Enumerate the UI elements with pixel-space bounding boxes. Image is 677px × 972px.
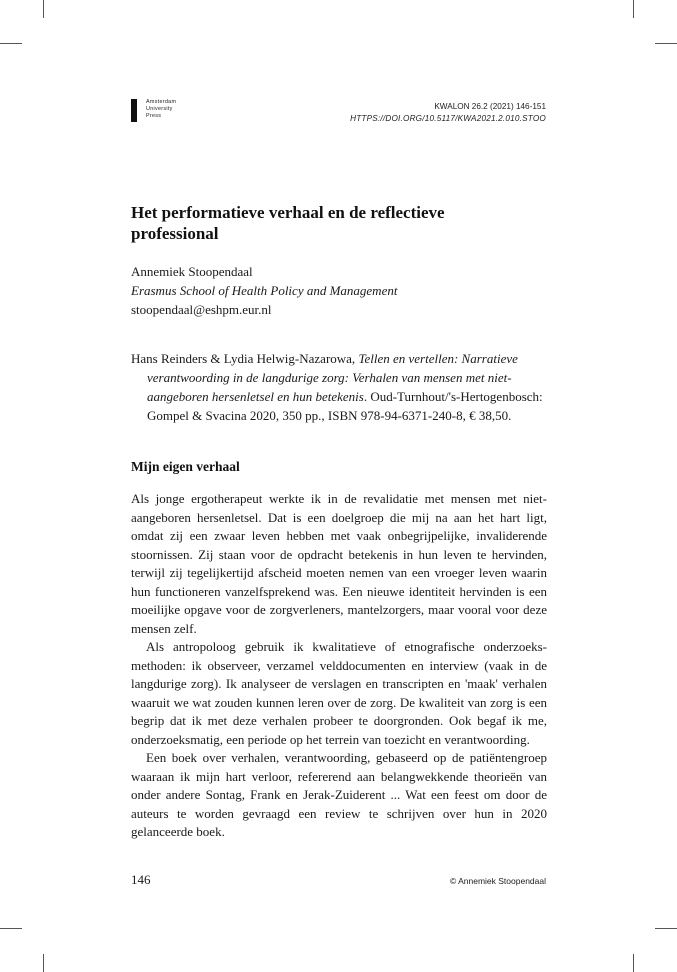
- logo-line: Press: [146, 113, 162, 119]
- logo-text: [146, 99, 176, 120]
- logo-mark-icon: [131, 99, 137, 122]
- logo-line: Amsterdam: [146, 99, 177, 105]
- copyright-notice: © Annemiek Stoopendaal: [449, 876, 546, 886]
- author-name: Annemiek Stoopendaal: [131, 264, 253, 279]
- crop-mark: [0, 43, 22, 44]
- author-institution: Erasmus School of Health Policy and Management: [131, 283, 398, 298]
- paragraph: Als jonge ergotherapeut werkte ik in de revalidatie met mensen met niet-aangeboren hersenletsel. Dat is een doelgroep die mij na aan het hart ligt, omdat zij een zwaar leven hebben met vaak onbegrijpelijke, invaliderende stoornissen. Zij staan voor de opdracht betekenis in hun leven te hervinden, terwijl zij tegelijkertijd afscheid moeten nemen van een vroeger leven waarin hun functioneren vanzelfsprekend was. Een nieuwe identiteit hervinden is een moeilijke opgave voor de zorgverleners, mantelzorgers, maar vooral voor deze mensen zelf.: [131, 491, 547, 636]
- paragraph: Een boek over verhalen, verantwoording, gebaseerd op de patiëntengroep waaraan ik mijn hart verloor, refererend aan belangwekkende theorieën van onder andere Sontag, Frank en Jerak-Zuiderent ... Wat een feest om door de auteurs te worden gevraagd een review te schrijven over hun in 2020 gelanceerde boek.: [131, 750, 547, 839]
- crop-mark: [43, 0, 44, 18]
- journal-citation: KWALON 26.2 (2021) 146-151: [434, 102, 546, 111]
- book-title: Tellen en vertellen: Narratieve verantwoording in de langdurige zorg: Verhalen van mensen met niet-aangeboren hersenletsel en hun betekenis: [147, 351, 518, 404]
- logo-line: University: [146, 106, 173, 112]
- book-publication: . Oud-Turnhout/'s-Hertogenbosch: Gompel & Svacina 2020, 350 pp., ISBN 978-94-6371-240-8, € 38,50.: [147, 389, 543, 423]
- body-text: [131, 490, 547, 842]
- author-block: [131, 262, 551, 319]
- paragraph: Als antropoloog gebruik ik kwalitatieve of etnografische onderzoeks-methoden: ik observeer, verzamel velddocumenten en interview (vaak in de langdurige zorg). Ik analyseer de verslagen en transcripten en 'maak' verhalen waaruit we wat zouden kunnen leren over de zorg. De kwaliteit van zorg is een begrip dat ik met deze verhalen probeer te doorgronden. Ook begaf ik me, onderzoeksmatig, een periode op het terrein van toezicht en verantwoording.: [131, 639, 547, 747]
- doi-link[interactable]: HTTPS://DOI.ORG/10.5117/KWA2021.2.010.STOO: [350, 114, 546, 123]
- section-heading: Mijn eigen verhaal: [131, 459, 240, 474]
- crop-mark: [633, 954, 634, 972]
- crop-mark: [655, 928, 677, 929]
- page-number: 146: [131, 872, 151, 887]
- crop-mark: [43, 954, 44, 972]
- journal-header: [350, 101, 546, 125]
- crop-mark: [0, 928, 22, 929]
- book-reference: [131, 349, 547, 425]
- publisher-logo: [131, 99, 176, 122]
- author-email[interactable]: stoopendaal@eshpm.eur.nl: [131, 302, 272, 317]
- book-authors: Hans Reinders & Lydia Helwig-Nazarowa,: [131, 351, 359, 366]
- crop-mark: [655, 43, 677, 44]
- crop-mark: [633, 0, 634, 18]
- article-title: Het performatieve verhaal en de reflectieve professional: [131, 203, 445, 243]
